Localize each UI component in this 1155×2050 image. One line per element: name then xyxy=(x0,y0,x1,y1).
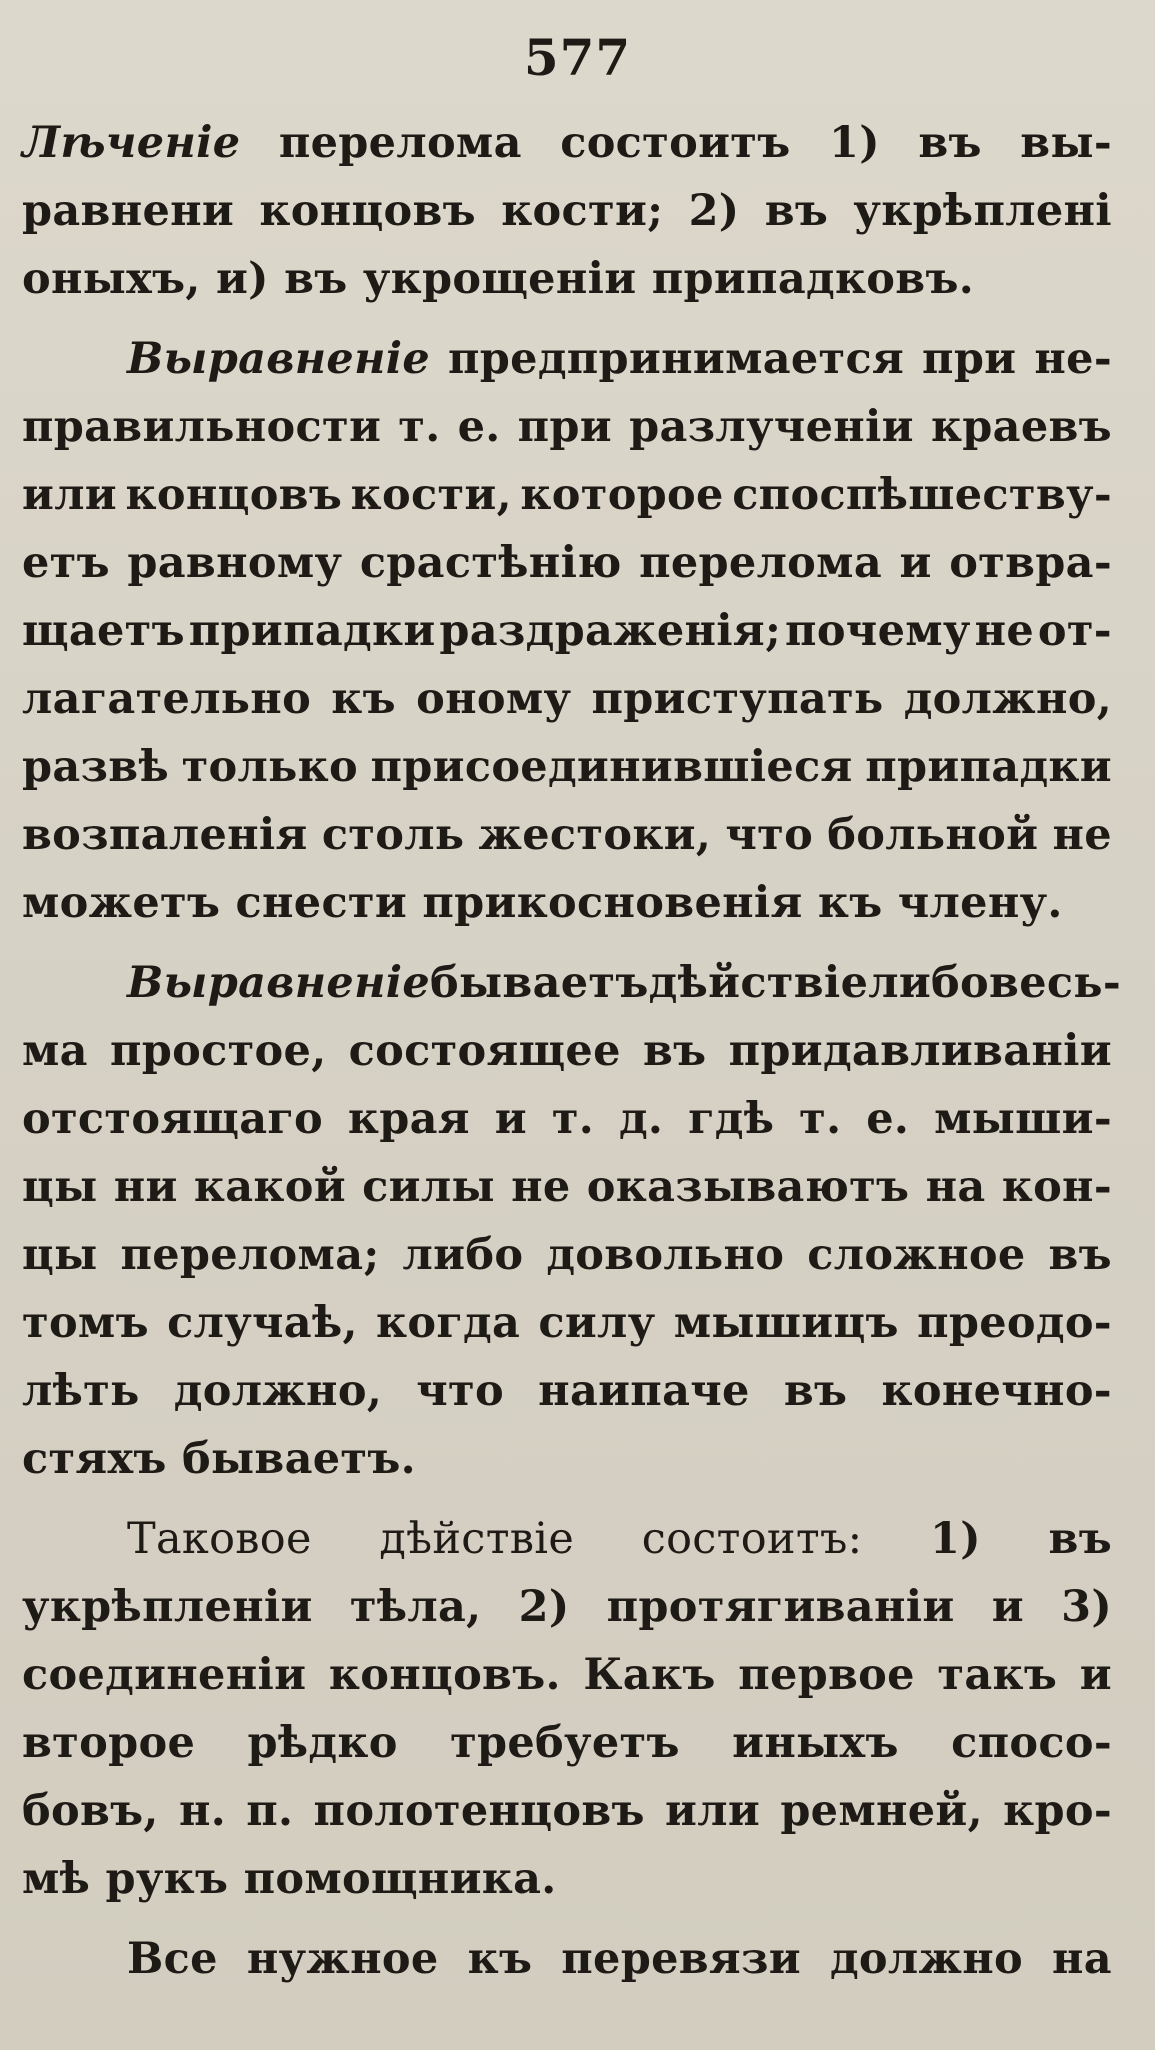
word: ма xyxy=(22,1026,88,1076)
word: не xyxy=(1052,810,1112,860)
word: лѣть xyxy=(22,1366,140,1416)
word: перелома xyxy=(278,118,522,168)
word: довольно xyxy=(546,1230,785,1280)
word: равному xyxy=(127,538,343,588)
word: наипаче xyxy=(538,1366,750,1416)
word: или xyxy=(22,470,118,520)
text-line xyxy=(22,742,1112,810)
text-line xyxy=(22,1786,1112,1854)
word: укрѣпленіи xyxy=(22,1582,313,1632)
page-number: 577 xyxy=(523,28,632,87)
word: такъ xyxy=(937,1650,1058,1700)
word: при xyxy=(517,402,612,452)
word: рѣдко xyxy=(247,1718,398,1768)
word: въ xyxy=(1048,1514,1112,1564)
word: отвра- xyxy=(949,538,1112,588)
word: щаетъ xyxy=(22,606,185,656)
word: концовъ. xyxy=(328,1650,561,1700)
word: либо xyxy=(402,1230,524,1280)
word: въ xyxy=(783,1366,848,1416)
text-line xyxy=(22,878,1112,946)
word: и xyxy=(991,1582,1024,1632)
word: бовъ, xyxy=(22,1786,159,1836)
word: края xyxy=(347,1094,470,1144)
word: ни xyxy=(113,1162,178,1212)
word: состоящее xyxy=(348,1026,621,1076)
word: въ xyxy=(764,186,829,236)
word: силы xyxy=(362,1162,495,1212)
word: первое xyxy=(738,1650,915,1700)
word: въ xyxy=(642,1026,707,1076)
text-line xyxy=(22,1026,1112,1094)
word: бываетъ xyxy=(430,958,649,1008)
word: оказываютъ xyxy=(586,1162,910,1212)
word: простое, xyxy=(110,1026,327,1076)
word: Таковое xyxy=(127,1514,312,1564)
word: мыши- xyxy=(934,1094,1112,1144)
word: т. xyxy=(398,402,441,452)
word: жестоки, xyxy=(478,810,712,860)
word: только xyxy=(181,742,358,792)
word: къ xyxy=(331,674,396,724)
word: не xyxy=(974,606,1035,656)
word: какой xyxy=(193,1162,346,1212)
text-line xyxy=(22,1298,1112,1366)
text-line xyxy=(22,810,1112,878)
word: укрощеніи xyxy=(362,254,637,304)
text-line xyxy=(22,1582,1112,1650)
word: и) xyxy=(215,254,269,304)
word: сложное xyxy=(807,1230,1026,1280)
word: цы xyxy=(22,1162,98,1212)
word: второе xyxy=(22,1718,196,1768)
word: концовъ xyxy=(259,186,476,236)
word: и xyxy=(899,538,932,588)
word: что xyxy=(416,1366,504,1416)
word: е. xyxy=(866,1094,910,1144)
text-line xyxy=(22,674,1112,742)
text-line xyxy=(22,402,1112,470)
word: соединеніи xyxy=(22,1650,307,1700)
word: припадковъ. xyxy=(651,254,975,304)
word: не xyxy=(511,1162,571,1212)
word: мышицъ xyxy=(673,1298,899,1348)
word: т. xyxy=(799,1094,842,1144)
word: въ xyxy=(284,254,348,304)
text-line xyxy=(22,1650,1112,1718)
word: кон- xyxy=(1001,1162,1112,1212)
word: лагательно xyxy=(22,674,312,724)
word: н. xyxy=(178,1786,226,1836)
word: случаѣ, xyxy=(167,1298,358,1348)
word: раздраженія; xyxy=(439,606,782,656)
word: от- xyxy=(1037,606,1112,656)
word: въ xyxy=(1048,1230,1112,1280)
word: Все xyxy=(127,1934,218,1984)
word: развѣ xyxy=(22,742,169,792)
word: бываетъ. xyxy=(182,1434,416,1484)
word: столь xyxy=(321,810,465,860)
word: разлученіи xyxy=(629,402,914,452)
word: рукъ xyxy=(105,1854,229,1904)
word: Лѣченіе xyxy=(22,118,241,168)
word: что xyxy=(725,810,814,860)
word: д. xyxy=(618,1094,664,1144)
text-line xyxy=(22,470,1112,538)
word: укрѣплені xyxy=(853,186,1112,236)
word: краевъ xyxy=(930,402,1112,452)
word: состоитъ: xyxy=(641,1514,863,1564)
word: иныхъ xyxy=(732,1718,899,1768)
word: п. xyxy=(246,1786,294,1836)
word: гдѣ xyxy=(688,1094,775,1144)
text-line xyxy=(22,1366,1112,1434)
word: перелома; xyxy=(120,1230,380,1280)
word: требуетъ xyxy=(450,1718,680,1768)
word: къ xyxy=(817,878,883,928)
word: т. xyxy=(551,1094,595,1144)
word: почему xyxy=(785,606,971,656)
text-line xyxy=(22,1718,1112,1786)
word: которое xyxy=(520,470,724,520)
word: вы- xyxy=(1020,118,1112,168)
word: приступать xyxy=(591,674,884,724)
word: придавливаніи xyxy=(728,1026,1112,1076)
word: етъ xyxy=(22,538,110,588)
text-line xyxy=(22,1514,1112,1582)
word: на xyxy=(1052,1934,1112,1984)
text-line xyxy=(22,1230,1112,1298)
word: припадки xyxy=(865,742,1112,792)
word: 1) xyxy=(828,118,880,168)
word: ремней, xyxy=(780,1786,983,1836)
word: протягиваніи xyxy=(606,1582,955,1632)
word: весь- xyxy=(989,958,1121,1008)
text-line xyxy=(22,334,1112,402)
text-line xyxy=(22,1934,1112,2002)
word: предпринимается xyxy=(448,334,905,384)
word: кро- xyxy=(1003,1786,1112,1836)
word: кости; xyxy=(501,186,664,236)
word: къ xyxy=(467,1934,533,1984)
page-text xyxy=(22,118,1121,2002)
word: стяхъ xyxy=(22,1434,167,1484)
text-line xyxy=(22,538,1112,606)
word: либо xyxy=(868,958,990,1008)
word: больной xyxy=(827,810,1039,860)
word: равнени xyxy=(22,186,235,236)
word: 2) xyxy=(688,186,740,236)
text-line xyxy=(22,1854,1112,1922)
word: Выравненіе xyxy=(127,334,431,384)
word: 3) xyxy=(1061,1582,1112,1632)
word: дѣйствіе xyxy=(379,1514,575,1564)
word: нужное xyxy=(246,1934,439,1984)
word: отстоящаго xyxy=(22,1094,324,1144)
word: Выравненіе xyxy=(127,958,431,1008)
word: спосо- xyxy=(951,1718,1112,1768)
word: оныхъ, xyxy=(22,254,201,304)
word: прикосновенія xyxy=(422,878,803,928)
word: когда xyxy=(376,1298,521,1348)
text-line xyxy=(22,606,1112,674)
word: возпаленія xyxy=(22,810,308,860)
word: правильности xyxy=(22,402,382,452)
word: цы xyxy=(22,1230,98,1280)
text-line xyxy=(22,118,1112,186)
word: концовъ xyxy=(125,470,343,520)
text-line xyxy=(22,186,1112,254)
word: при xyxy=(922,334,1017,384)
word: кости, xyxy=(350,470,512,520)
text-line xyxy=(22,1094,1112,1162)
word: 1) xyxy=(930,1514,981,1564)
word: 2) xyxy=(518,1582,570,1632)
word: на xyxy=(925,1162,986,1212)
word: споспѣшеству- xyxy=(732,470,1112,520)
word: снести xyxy=(235,878,408,928)
word: можетъ xyxy=(22,878,221,928)
word: конечно- xyxy=(881,1366,1112,1416)
word: помощника. xyxy=(243,1854,557,1904)
word: не- xyxy=(1034,334,1112,384)
word: и xyxy=(1079,1650,1112,1700)
text-line xyxy=(22,254,1112,322)
word: припадки xyxy=(188,606,436,656)
word: е. xyxy=(457,402,501,452)
word: перелома xyxy=(639,538,882,588)
word: должно xyxy=(829,1934,1023,1984)
word: должно, xyxy=(903,674,1112,724)
word: должно, xyxy=(173,1366,383,1416)
text-line xyxy=(22,1434,1112,1502)
word: въ xyxy=(918,118,982,168)
word: срастѣнію xyxy=(359,538,622,588)
word: дѣйствіе xyxy=(648,958,869,1008)
word: оному xyxy=(416,674,572,724)
word: состоитъ xyxy=(560,118,791,168)
word: томъ xyxy=(22,1298,149,1348)
word: полотенцовъ xyxy=(313,1786,645,1836)
word: перевязи xyxy=(561,1934,801,1984)
word: или xyxy=(665,1786,761,1836)
word: тѣла, xyxy=(349,1582,482,1632)
text-line xyxy=(22,1162,1112,1230)
word: члену. xyxy=(897,878,1063,928)
text-line xyxy=(22,958,1121,1026)
word: силу xyxy=(538,1298,656,1348)
word: мѣ xyxy=(22,1854,91,1904)
word: и xyxy=(494,1094,527,1144)
word: Какъ xyxy=(583,1650,716,1700)
word: присоединившіеся xyxy=(370,742,853,792)
word: преодо- xyxy=(917,1298,1112,1348)
